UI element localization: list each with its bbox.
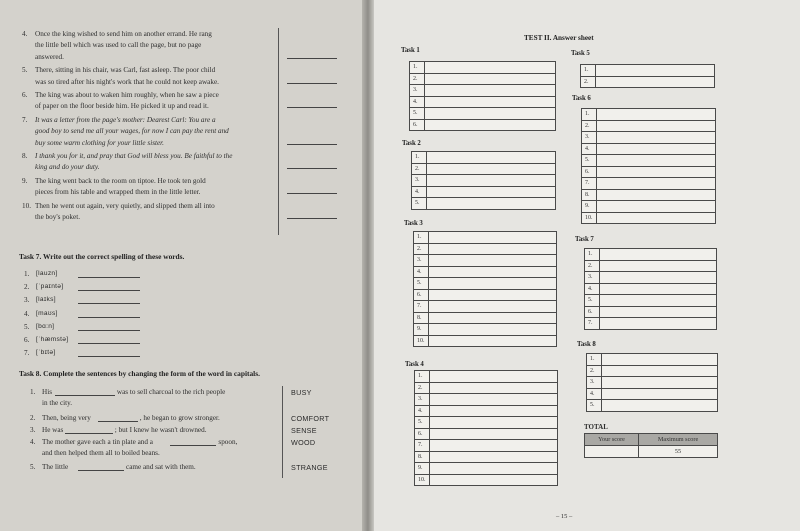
answer-row-number: 9. <box>415 463 430 475</box>
answer-row-number: 3. <box>414 255 429 267</box>
answer-row-number: 6. <box>415 428 430 440</box>
answer-cell[interactable] <box>600 283 717 295</box>
answer-row <box>582 109 716 121</box>
your-score-cell[interactable] <box>585 446 639 458</box>
answer-row-number: 5. <box>585 295 600 307</box>
answer-row-number: 1. <box>412 152 427 164</box>
answer-row-number: 1. <box>414 232 429 244</box>
answer-row <box>414 232 557 244</box>
answer-row-number: 3. <box>415 394 430 406</box>
task8-answer-blank[interactable] <box>98 421 138 422</box>
answer-cell[interactable] <box>430 474 558 486</box>
task7-transcription: [ˈbɪtə] <box>36 349 56 357</box>
answer-row <box>412 186 556 198</box>
answer-cell[interactable] <box>429 266 557 278</box>
answer-row <box>585 272 717 284</box>
answer-row-number: 2. <box>414 243 429 255</box>
answer-row <box>415 382 558 394</box>
answer-row-number: 3. <box>412 175 427 187</box>
answer-cell[interactable] <box>425 119 556 131</box>
task7-item-number: 6. <box>24 336 30 344</box>
task7-answer-blank[interactable] <box>78 330 140 331</box>
answer-cell[interactable] <box>597 189 716 201</box>
answer-row <box>585 318 717 330</box>
answer-cell[interactable] <box>430 405 558 417</box>
answer-row <box>582 143 716 155</box>
answer-grid <box>584 248 717 330</box>
answer-row <box>415 371 558 383</box>
answer-row <box>582 201 716 213</box>
story-item-number: 5. <box>22 66 28 75</box>
answer-row-number: 4. <box>412 186 427 198</box>
task7-heading: Task 7. Write out the correct spelling of these words. <box>19 252 185 261</box>
answer-row-number: 1. <box>585 249 600 261</box>
answer-cell[interactable] <box>430 417 558 429</box>
answer-row <box>410 85 556 97</box>
answer-row <box>414 255 557 267</box>
answer-row <box>415 428 558 440</box>
answer-row-number: 10. <box>582 212 597 224</box>
answer-row <box>414 243 557 255</box>
answer-cell[interactable] <box>429 335 557 347</box>
story-line: Then he went out again, very quietly, and slipped them all into <box>35 201 215 210</box>
answer-row <box>415 451 558 463</box>
answer-row <box>415 405 558 417</box>
answer-cell[interactable] <box>600 249 717 261</box>
answer-row-number: 4. <box>414 266 429 278</box>
answer-row-number: 7. <box>582 178 597 190</box>
answer-row-number: 5. <box>582 155 597 167</box>
task8-text-before: Then, being very <box>42 414 91 422</box>
task8-text-after: was to sell charcoal to the rich people <box>116 388 226 396</box>
answer-row <box>587 354 718 366</box>
answer-row <box>582 189 716 201</box>
answer-cell[interactable] <box>597 166 716 178</box>
task7-item-number: 5. <box>24 322 30 331</box>
answer-row <box>582 166 716 178</box>
answer-row <box>415 440 558 452</box>
answer-cell[interactable] <box>425 96 556 108</box>
task8-capital-word: COMFORT <box>291 414 330 423</box>
story-line: king and do your duty. <box>35 163 100 172</box>
task8-answer-blank[interactable] <box>55 395 115 396</box>
answer-row <box>582 132 716 144</box>
task8-item-number: 1. <box>30 388 36 396</box>
answer-row-number: 2. <box>581 76 596 88</box>
task7-answer-blank[interactable] <box>78 277 140 278</box>
answer-grid <box>586 353 718 412</box>
answer-row <box>415 394 558 406</box>
answer-cell[interactable] <box>430 451 558 463</box>
answer-cell[interactable] <box>427 152 556 164</box>
answer-cell[interactable] <box>430 440 558 452</box>
task8-item-number: 3. <box>30 426 36 434</box>
answer-row-number: 8. <box>415 451 430 463</box>
answer-grid <box>580 64 715 88</box>
answer-row <box>414 324 557 336</box>
answer-row <box>412 175 556 187</box>
answer-cell[interactable] <box>600 306 717 318</box>
task8-capital-word: WOOD <box>291 438 316 447</box>
answer-row-number: 5. <box>410 108 425 120</box>
story-item-number: 9. <box>22 176 28 185</box>
task8-text-before: He was <box>42 426 64 434</box>
answer-cell[interactable] <box>597 132 716 144</box>
answer-row-number: 2. <box>412 163 427 175</box>
answer-row <box>412 198 556 210</box>
answer-row-number: 5. <box>415 417 430 429</box>
answer-cell[interactable] <box>427 175 556 187</box>
answer-row-number: 4. <box>585 283 600 295</box>
story-line: It was a letter from the page's mother: Dearest Carl: You are a <box>35 115 216 124</box>
answer-row-number: 3. <box>587 377 602 389</box>
task7-transcription: [ˈhæmstə] <box>36 336 69 343</box>
answer-row <box>414 278 557 290</box>
task8-text-after: ; but I knew he wasn't drowned. <box>114 426 207 434</box>
answer-cell[interactable] <box>596 76 715 88</box>
answer-row-number: 7. <box>415 440 430 452</box>
answer-cell[interactable] <box>597 212 716 224</box>
answer-cell[interactable] <box>430 382 558 394</box>
task7-transcription: [bɑ:n] <box>36 322 55 330</box>
answer-row-number: 1. <box>415 371 430 383</box>
story-line: pieces from his table and wrapped them in the little letter. <box>35 188 201 197</box>
task7-item-number: 2. <box>24 283 30 292</box>
answer-cell[interactable] <box>602 354 718 366</box>
maximum-score-header: Maximum score <box>639 434 718 446</box>
answer-row-number: 8. <box>414 312 429 324</box>
total-table <box>584 433 718 458</box>
answer-row-number: 6. <box>582 166 597 178</box>
answer-row-number: 1. <box>582 109 597 121</box>
answer-row-number: 1. <box>587 354 602 366</box>
answer-row-number: 6. <box>410 119 425 131</box>
answer-row <box>587 400 718 412</box>
task7-answer-blank[interactable] <box>78 290 140 291</box>
task-label: Task 3 <box>404 220 423 227</box>
story-divider-line <box>278 28 279 235</box>
answer-cell[interactable] <box>600 318 717 330</box>
page-number: – 15 – <box>556 513 573 520</box>
story-item-number: 8. <box>22 152 28 160</box>
task7-transcription: [ˈpaɪntə] <box>36 283 64 291</box>
answer-grid <box>413 231 557 347</box>
story-line: buy some warm clothing for your little sister. <box>35 138 164 147</box>
book-gutter <box>362 0 374 531</box>
answer-row <box>415 463 558 475</box>
answer-cell[interactable] <box>429 255 557 267</box>
task8-capital-word: SENSE <box>291 426 317 435</box>
task7-item-number: 1. <box>24 270 30 278</box>
story-line: good boy to send me all your wages, for now I can pay the rent and <box>35 127 229 136</box>
answer-row-number: 6. <box>414 289 429 301</box>
answer-blank[interactable] <box>287 58 337 59</box>
task-label: Task 1 <box>401 47 420 54</box>
task8-text-before: The mother gave each a tin plate and a <box>42 438 153 446</box>
answer-row <box>414 335 557 347</box>
answer-row-number: 1. <box>410 62 425 74</box>
task8-answer-blank[interactable] <box>78 470 124 471</box>
task8-text-after: came and sat with them. <box>126 463 196 471</box>
task-label: Task 6 <box>572 95 591 102</box>
task-label: Task 4 <box>405 361 424 368</box>
answer-cell[interactable] <box>427 186 556 198</box>
answer-row <box>582 155 716 167</box>
answer-row <box>582 120 716 132</box>
task7-transcription: [laɪks] <box>36 296 56 304</box>
answer-cell[interactable] <box>427 198 556 210</box>
your-score-header: Your score <box>585 434 639 446</box>
answer-row-number: 3. <box>410 85 425 97</box>
answer-row <box>587 365 718 377</box>
story-item-number: 4. <box>22 30 28 38</box>
answer-row-number: 10. <box>415 474 430 486</box>
answer-row-number: 9. <box>582 201 597 213</box>
answer-row-number: 4. <box>415 405 430 417</box>
answer-row <box>410 96 556 108</box>
answer-cell[interactable] <box>600 295 717 307</box>
story-line: answered. <box>35 52 64 61</box>
answer-row-number: 2. <box>582 120 597 132</box>
answer-row <box>581 65 715 77</box>
answer-cell[interactable] <box>602 388 718 400</box>
task8-text-continuation: and then helped them all to boiled beans. <box>42 449 160 457</box>
maximum-score-value: 55 <box>639 446 718 458</box>
answer-cell[interactable] <box>425 108 556 120</box>
answer-blank[interactable] <box>287 218 337 219</box>
answer-cell[interactable] <box>429 312 557 324</box>
answer-cell[interactable] <box>430 371 558 383</box>
answer-row-number: 7. <box>585 318 600 330</box>
story-line: the boy's poket. <box>35 213 81 221</box>
task-label: Task 5 <box>571 50 590 57</box>
answer-row-number: 3. <box>582 132 597 144</box>
answer-row <box>414 312 557 324</box>
task8-text-after: , he began to grow stronger. <box>139 414 220 422</box>
task8-text-before: The little <box>42 463 69 471</box>
task8-answer-blank[interactable] <box>170 445 216 446</box>
task8-item-number: 4. <box>30 438 36 446</box>
story-line: The king went back to the room on tiptoe. He took ten gold <box>35 176 206 185</box>
answer-cell[interactable] <box>600 272 717 284</box>
task-label: Task 8 <box>577 341 596 348</box>
answer-row <box>410 73 556 85</box>
answer-grid <box>581 108 716 224</box>
task8-text-after: spoon, <box>218 438 238 446</box>
answer-blank[interactable] <box>287 144 337 145</box>
task7-transcription: [lauzn] <box>36 270 58 277</box>
answer-cell[interactable] <box>425 85 556 97</box>
task8-answer-blank[interactable] <box>65 433 113 434</box>
answer-cell[interactable] <box>597 155 716 167</box>
answer-row <box>585 283 717 295</box>
task7-answer-blank[interactable] <box>78 343 140 344</box>
answer-grid <box>409 61 556 131</box>
answer-cell[interactable] <box>429 301 557 313</box>
answer-row <box>414 266 557 278</box>
answer-row <box>582 212 716 224</box>
answer-row <box>585 260 717 272</box>
answer-row-number: 1. <box>581 65 596 77</box>
answer-blank[interactable] <box>287 168 337 169</box>
answer-cell[interactable] <box>597 109 716 121</box>
answer-cell[interactable] <box>430 428 558 440</box>
answer-row-number: 3. <box>585 272 600 284</box>
answer-cell[interactable] <box>425 62 556 74</box>
story-line: Once the king wished to send him on another errand. He rang <box>35 30 212 38</box>
story-line: was so tired after his night's work that he could not keep awake. <box>35 77 219 86</box>
answer-row-number: 5. <box>587 400 602 412</box>
answer-row-number: 10. <box>414 335 429 347</box>
answer-cell[interactable] <box>430 394 558 406</box>
task8-capital-word: BUSY <box>291 388 312 397</box>
answer-blank[interactable] <box>287 83 337 84</box>
answer-grid <box>411 151 556 210</box>
answer-cell[interactable] <box>602 400 718 412</box>
story-line: the little bell which was used to call the page, but no page <box>35 41 202 50</box>
story-line: of paper on the floor beside him. He picked it up and read it. <box>35 102 209 111</box>
answer-cell[interactable] <box>429 289 557 301</box>
answer-row <box>415 474 558 486</box>
total-label: TOTAL <box>584 423 608 431</box>
task7-answer-blank[interactable] <box>78 317 140 318</box>
answer-cell[interactable] <box>597 143 716 155</box>
task8-capital-word: STRANGE <box>291 463 328 472</box>
answer-sheet-title: TEST II. Answer sheet <box>524 34 594 42</box>
answer-cell[interactable] <box>429 232 557 244</box>
story-line: There, sitting in his chair, was Carl, fast asleep. The poor child <box>35 66 216 75</box>
answer-row <box>412 163 556 175</box>
answer-row <box>581 76 715 88</box>
answer-cell[interactable] <box>596 65 715 77</box>
answer-row <box>414 289 557 301</box>
story-item-number: 7. <box>22 115 28 124</box>
answer-row-number: 9. <box>414 324 429 336</box>
answer-cell[interactable] <box>429 324 557 336</box>
answer-row <box>410 62 556 74</box>
task8-text-continuation: in the city. <box>42 399 73 407</box>
answer-row-number: 6. <box>585 306 600 318</box>
answer-row <box>414 301 557 313</box>
answer-cell[interactable] <box>429 278 557 290</box>
answer-row <box>415 417 558 429</box>
answer-row-number: 4. <box>410 96 425 108</box>
story-line: I thank you for it, and pray that God will bless you. Be faithful to the <box>35 152 233 160</box>
answer-row <box>585 249 717 261</box>
answer-cell[interactable] <box>430 463 558 475</box>
answer-cell[interactable] <box>597 178 716 190</box>
answer-blank[interactable] <box>287 107 337 108</box>
story-line: The king was about to waken him roughly, when he saw a piece <box>35 91 219 99</box>
answer-row <box>587 377 718 389</box>
task8-divider-line <box>282 386 283 478</box>
task7-item-number: 7. <box>24 349 30 358</box>
answer-cell[interactable] <box>425 73 556 85</box>
story-item-number: 10. <box>22 201 31 210</box>
task8-item-number: 2. <box>30 414 36 422</box>
task8-text-before: His <box>42 388 52 396</box>
answer-row-number: 7. <box>414 301 429 313</box>
answer-row <box>410 119 556 131</box>
answer-row-number: 8. <box>582 189 597 201</box>
answer-grid <box>414 370 558 486</box>
answer-row-number: 5. <box>414 278 429 290</box>
answer-row <box>587 388 718 400</box>
answer-row <box>585 295 717 307</box>
answer-row <box>412 152 556 164</box>
task7-transcription: [maʊs] <box>36 309 58 317</box>
answer-row-number: 2. <box>587 365 602 377</box>
answer-cell[interactable] <box>427 163 556 175</box>
answer-cell[interactable] <box>600 260 717 272</box>
answer-row-number: 4. <box>587 388 602 400</box>
task8-heading: Task 8. Complete the sentences by changing the form of the word in capitals. <box>19 369 260 378</box>
task8-item-number: 5. <box>30 463 36 471</box>
answer-cell[interactable] <box>597 201 716 213</box>
answer-row-number: 5. <box>412 198 427 210</box>
task7-answer-blank[interactable] <box>78 303 140 304</box>
answer-blank[interactable] <box>287 193 337 194</box>
answer-row <box>410 108 556 120</box>
answer-row-number: 2. <box>410 73 425 85</box>
answer-cell[interactable] <box>602 365 718 377</box>
task-label: Task 2 <box>402 140 421 147</box>
answer-cell[interactable] <box>429 243 557 255</box>
answer-cell[interactable] <box>602 377 718 389</box>
answer-row-number: 4. <box>582 143 597 155</box>
answer-row <box>582 178 716 190</box>
task-label: Task 7 <box>575 236 594 243</box>
answer-row <box>585 306 717 318</box>
story-item-number: 6. <box>22 91 28 99</box>
answer-cell[interactable] <box>597 120 716 132</box>
answer-row-number: 2. <box>585 260 600 272</box>
task7-answer-blank[interactable] <box>78 356 140 357</box>
task7-item-number: 3. <box>24 296 30 305</box>
task7-item-number: 4. <box>24 309 30 318</box>
answer-row-number: 2. <box>415 382 430 394</box>
